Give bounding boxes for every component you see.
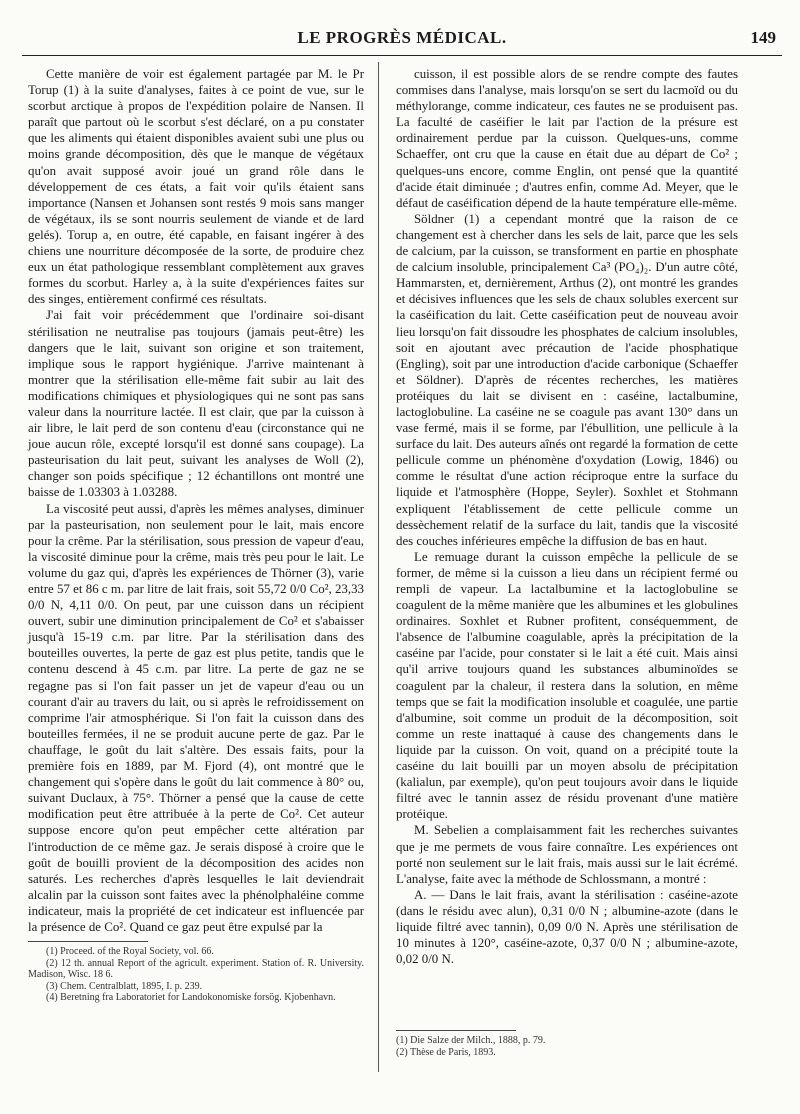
footnote: (2) 12 th. annual Report of the agricult. experiment. Station of. R. University. Madison, Wisc. 18 6. [28, 957, 364, 981]
running-title: LE PROGRÈS MÉDICAL. [297, 28, 507, 47]
paragraph: Söldner (1) a cependant montré que la raison de ce changement est à chercher dans les sels de lait, parce que les sels de calcium, par la cuisson, se transforment en partie en phosphate de calcium insoluble, principalement Ca³ (PO₄)₂. D'un autre côté, Hammarsten, et, dernièrement, Arthus (2), ont montré les grandes et décisives influences que les sels de chaux solubles exercent sur la caséification du lait. Cette caséification peut de nouveau avoir lieu lorsqu'on fait dissoudre les phosphates de calcium insolubles, soit en ajoutant avec précaution de l'acide phosphatique (Engling), soit par une introduction d'acide carbonique (Schaeffer et Söldner). D'après de récentes recherches, les matières protéiques du lait se divisent en : caséine, lactalbumine, lactoglobuline. La caséine ne se coagule pas avant 130° dans un vase fermé, mais il se forme, par l'ébullition, une pellicule à la surface du lait. Des auteurs aînés ont regardé la formation de cette pellicule comme un phénomène d'oxydation (Lowig, 1846) ou comme le résultat d'une action réciproque entre la surface du liquide et l'atmosphère (Hoppe, Seyler). Soxhlet et Stohmann expliquent l'établissement de cette pellicule comme un dessèchement relatif de la surface du lait, tandis que la viscosité des couches inférieures empêche la diffusion de bas en haut. [396, 211, 738, 548]
page-number: 149 [750, 28, 776, 47]
column-divider [378, 62, 379, 1072]
page-header [22, 28, 782, 50]
footnote: (1) Proceed. of the Royal Society, vol. 66. [46, 946, 214, 958]
left-column [28, 66, 364, 1004]
footnote: (3) Chem. Centralblatt, 1895, I. p. 239. [46, 980, 203, 992]
footnote: (1) Die Salze der Milch., 1888, p. 79. [396, 1035, 546, 1046]
paragraph: A. — Dans le lait frais, avant la stérilisation : caséine-azote (dans le résidu avec alun), 0,31 0/0 N ; albumine-azote (dans le liquide filtré avec tannin), 0,09 0/0 N. Après une stérilisation de 10 minutes à 120°, caséine-azote, 0,37 0/0 N ; albumine-azote, 0,02 0/0 N. [396, 887, 738, 967]
paragraph: M. Sebelien a complaisamment fait les recherches suivantes que je me permets de vous faire connaître. Les expériences ont porté non seulement sur le lait frais, mais aussi sur le lait écrémé. L'analyse, faite avec la méthode de Schlossmann, a montré : [396, 823, 738, 886]
footnote: (2) Thèse de Paris, 1893. [396, 1046, 496, 1058]
right-footnotes [396, 1024, 738, 1058]
footnote-rule [396, 1030, 516, 1031]
right-column [396, 66, 738, 967]
paragraph: cuisson, il est possible alors de se rendre compte des fautes commises dans l'analyse, mais lorsqu'on se sert du lacmoïd ou du méthylorange, comme indicateur, ces fautes ne se produisent pas. La faculté de caséifier le lait par l'action de la présure est ordinairement perdue par la cuisson. Quelques-uns, comme Schaeffer, ont cru que la cause en était due au départ de Co² ; quelques-uns encore, comme Englin, ont pensé que la quantité d'acide était diminuée ; d'autres enfin, comme Ad. Meyer, que le défaut de caséification dépend de la haute température elle-même. [396, 67, 738, 210]
paragraph: La viscosité peut aussi, d'après les mêmes analyses, diminuer par la pasteurisation, non seulement pour le lait, mais encore pour la crême. Par la stérilisation, sous pression de vapeur d'eau, la viscosité diminue pour la crême, mais très peu pour le lait. Le volume du gaz qui, d'après les expériences de Thörner (3), varie entre 57 et 86 c m. par litre de lait frais, soit 55,72 0/0 Co², 23,33 0/0 N, 4,11 0/0. On peut, par une cuisson dans un récipient ouvert, subir une diminution principalement de Co² et s'abaisser jusqu'à 15-19 c.m. par litre. Par la stérilisation dans des bouteilles ouvertes, la perte de gaz est plus petite, tandis que le contenu descend à 45 c.m. par litre. La perte de gaz ne se regagne pas si l'on fait passer un jet de vapeur d'eau ou un courant d'air au travers du lait, ou si après le refroidissement on comprime l'air atmosphérique. Si l'on fait la cuisson dans des bouteilles fermées, il ne se produit aucune perte de gaz. Par le chauffage, le goût du lait s'altère. Des essais faits, pour la première fois en 1889, par M. Fjord (4), ont montré que le changement qui s'opère dans le goût du lait commence à 80° ou, suivant Duclaux, à 75°. Thörner a pensé que la cause de cette modification peut être attribuée à la perte de Co². Cet auteur suppose encore qu'on peut empêcher cette altération par l'introduction de ce même gaz. Je serais disposé à croire que le goût de bouilli provient de la décomposition des acides non saturés. Les recherches d'après lesquelles le lait deviendrait alcalin par la cuisson sont faites avec la phénolphaléine comme indicateur, mais la propriété de cet indicateur est influencée par la présence de Co². Quand ce gaz peut être expulsé par la [28, 501, 364, 934]
footnote-rule [28, 941, 148, 942]
paragraph: J'ai fait voir précédemment que l'ordinaire soi-disant stérilisation ne neutralise pas toujours (jamais peut-être) les dangers que le lait, suivant son origine et son traitement, implique sous le rapport hygiénique. J'arrive maintenant à montrer que la stérilisation elle-même fait subir au lait des modifications chimiques et physiologiques qui ne sont pas sans valeur dans la nourriture lactée. Il est clair, que par la cuisson à air libre, le lait perd de son contenu d'eau (circonstance qui ne joue aucun rôle, excepté lorsqu'il est donné sans coupage). La pasteurisation du lait peut, suivant les analyses de Woll (2), changer son poids spécifique ; 12 échantillons ont montré une baisse de 1.03303 à 1.03288. [28, 308, 364, 500]
header-rule [22, 55, 782, 56]
footnote: (4) Beretning fra Laboratoriet for Landokonomiske forsög. Kjobenhavn. [46, 992, 336, 1004]
paragraph: Le remuage durant la cuisson empêche la pellicule de se former, de même si la cuisson a lieu dans un récipient fermé ou rempli de vapeur. La lactalbumine et la lactoglobuline se coagulent de la même manière que les albumines et les globulines ordinaires. Soxhlet et Rubner profitent, conséquemment, de l'absence de l'albumine coagulable, après la précipitation de la caséine par l'acide, pour constater si le lait a été cuit. Mais ainsi qu'il arrive toujours quand les substances albuminoïdes se coagulent par la chaleur, il restera dans la solution, en même temps que se fait la modification insoluble et coagulée, une partie d'albumine, soit comme un produit de la décomposition, soit comme un reste inattaqué à cause des changements dans le liquide par la cuisson. On voit, quand on a précipité toute la caséine du lait bouilli par un moyen absolu de précipitation (kalialun, par exemple), qu'on peut toujours avoir dans le liquide filtré avec le tannin assez de résidu provenant d'une matière protéique. [396, 549, 738, 822]
paragraph: Cette manière de voir est également partagée par M. le Pr Torup (1) à la suite d'analyses, faites à ce point de vue, sur le scorbut arctique à propos de l'expédition polaire de Nansen. Il paraît que partout où le scorbut s'est déclaré, on a pu constater que les aliments qui étaient disponibles avaient subi une plus ou moins grande décomposition, dès que le manque de végétaux qu'on avait supposé avoir joué un grand rôle dans le développement de ces états, a fait voir qu'ils étaient sans importance (Nansen et Johansen sont restés 9 mois sans manger de végétaux, ils se sont nourris seulement de viande et de lard gelés). Torup a, en outre, été capable, en faisant ingérer à des chiens une nourriture décomposée de la sorte, de produire chez eux un état pathologique ressemblant complètement aux graves formes du scorbut. Harley a, à la suite d'expériences faites sur des singes, entièrement confirmé ces résultats. [28, 67, 364, 307]
